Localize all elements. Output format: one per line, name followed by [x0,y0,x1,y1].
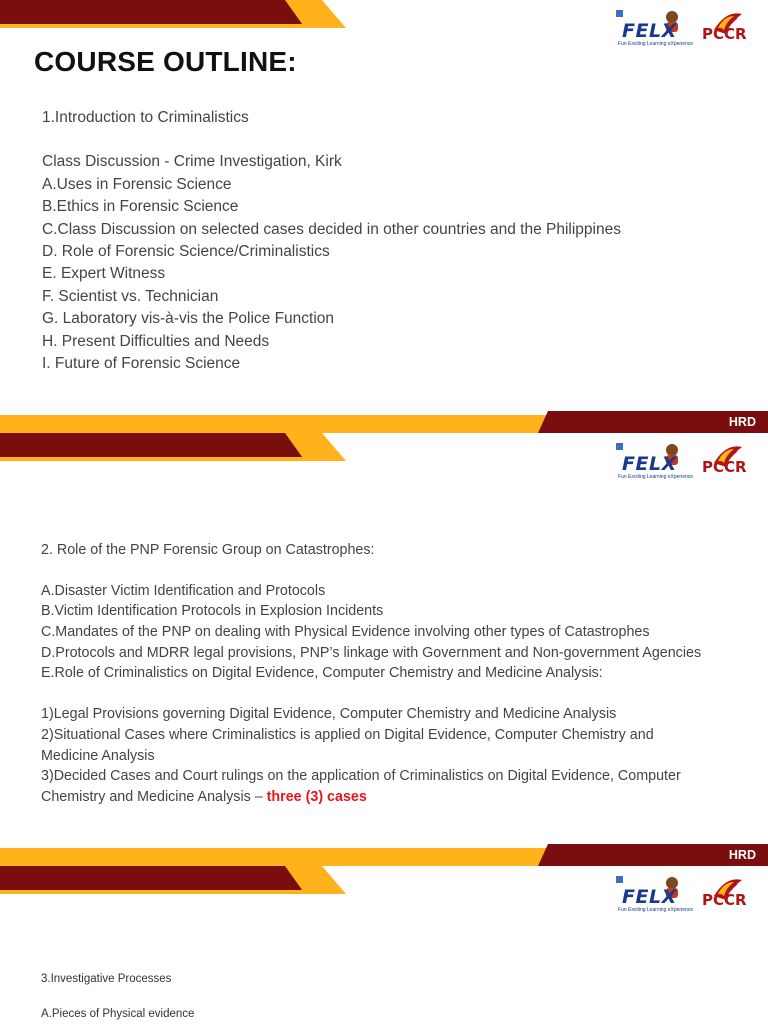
list-item: B.Ethics in Forensic Science [42,198,239,216]
sub-item: Medicine Analysis [41,747,155,764]
list-item: Class Discussion - Crime Investigation, Kirk [42,153,342,171]
list-item: G. Laboratory vis-à-vis the Police Function [42,310,335,328]
section-heading: 2. Role of the PNP Forensic Group on Catastrophes: [41,542,375,558]
list-item: A.Uses in Forensic Science [42,175,232,193]
footer-banner [0,411,768,433]
logo-group [614,8,750,50]
list-item: E.Role of Criminalistics on Digital Evidence, Computer Chemistry and Medicine Analysis: [41,665,603,682]
list-item: D.Protocols and MDRR legal provisions, PNP’s linkage with Government and Non-government Agencies [41,644,702,661]
felx-logo: FELX [622,20,677,42]
footer-label: HRD [728,848,756,862]
sub-item: 3)Decided Cases and Court rulings on the application of Criminalistics on Digital Evidence, Computer [41,768,681,785]
pccr-logo: PCCR [702,458,747,476]
pccr-logo: PCCR [702,25,747,43]
felx-tagline: Fun Exciting Learning eXperience [618,41,694,47]
top-banner [0,433,346,461]
footer-label: HRD [728,415,756,429]
sub-item: 1)Legal Provisions governing Digital Evidence, Computer Chemistry and Medicine Analysis [41,706,617,723]
list-item: A.Pieces of Physical evidence [41,1008,195,1020]
outline-list-1 [42,107,621,375]
logo-group [614,874,750,916]
list-item: E. Expert Witness [42,265,166,283]
slide-1 [0,0,768,433]
top-banner [0,0,346,28]
felx-logo: FELX [622,453,677,475]
footer-banner [0,844,768,866]
outline-list-2 [41,540,701,808]
page-title: COURSE OUTLINE: [34,46,297,77]
list-item: H. Present Difficulties and Needs [42,332,270,350]
sub-item-text: Chemistry and Medicine Analysis – [41,788,267,805]
list-item: C.Mandates of the PNP on dealing with Physical Evidence involving other types of Catastrophes [41,624,650,641]
sub-item [41,787,701,808]
list-item: I. Future of Forensic Science [42,354,241,372]
list-item: F. Scientist vs. Technician [42,287,219,305]
felx-tagline: Fun Exciting Learning eXperience [618,907,694,913]
list-item: C.Class Discussion on selected cases decided in other countries and the Philippines [42,220,621,238]
list-item: A.Disaster Victim Identification and Protocols [41,582,326,599]
sub-item: 2)Situational Cases where Criminalistics is applied on Digital Evidence, Computer Chemistry and [41,726,654,743]
slide-2 [0,433,768,866]
pccr-logo: PCCR [702,891,747,909]
slide-3 [0,866,768,1024]
highlight-text: three (3) cases [266,788,367,805]
outline-list-3 [41,971,194,1023]
section-heading: 1.Introduction to Criminalistics [42,109,249,126]
list-item: B.Victim Identification Protocols in Explosion Incidents [41,603,384,620]
list-item: D. Role of Forensic Science/Criminalistics [42,242,330,260]
top-banner [0,866,346,894]
felx-tagline: Fun Exciting Learning eXperience [618,474,694,480]
section-heading: 3.Investigative Processes [41,973,172,985]
logo-group [614,441,750,483]
felx-logo: FELX [622,886,677,908]
